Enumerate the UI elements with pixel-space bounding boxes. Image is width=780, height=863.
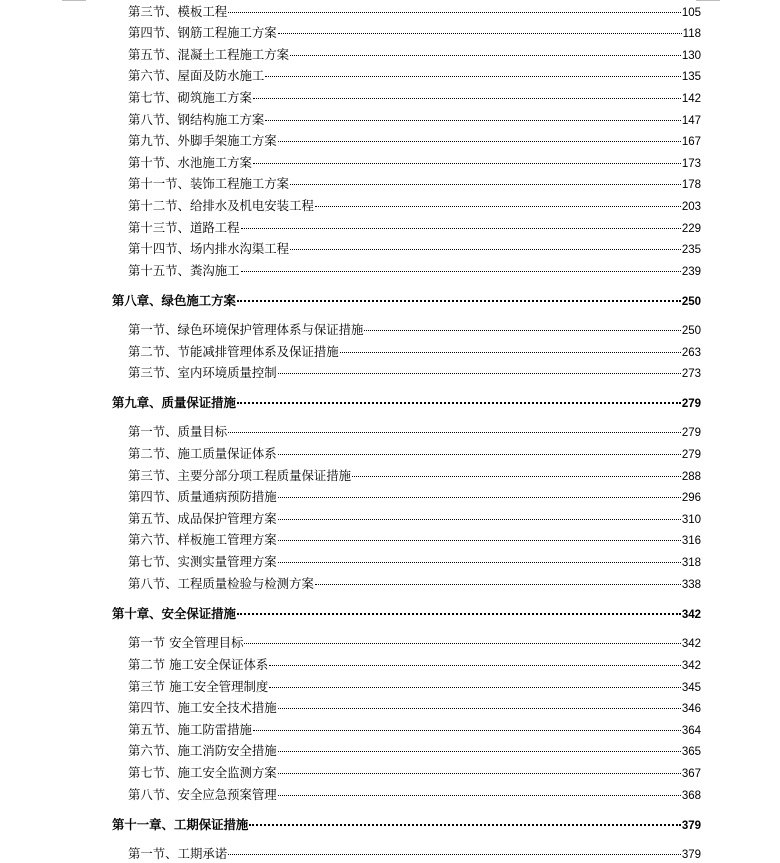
toc-page-number: 342 <box>681 609 701 621</box>
toc-section-entry[interactable] <box>128 487 701 505</box>
dot-leader <box>315 584 681 585</box>
toc-entry-title: 第九章、质量保证措施 <box>112 395 236 410</box>
dot-leader <box>278 795 681 796</box>
dot-leader <box>278 141 681 142</box>
toc-entry-title: 第十五节、粪沟施工 <box>128 263 240 278</box>
dot-leader <box>265 120 681 121</box>
dot-leader <box>352 476 681 477</box>
dot-leader <box>265 76 681 77</box>
dot-leader <box>278 373 681 374</box>
dot-leader <box>253 98 681 99</box>
page-corner-mark-left <box>62 0 86 1</box>
toc-entry-title: 第三节、室内环境质量控制 <box>128 365 277 380</box>
toc-entry-title: 第二节、节能减排管理体系及保证措施 <box>128 344 339 359</box>
toc-section-entry[interactable] <box>128 174 701 192</box>
toc-page-number: 279 <box>681 449 701 461</box>
toc-page-number: 318 <box>681 557 701 569</box>
toc-section-entry[interactable] <box>128 741 701 759</box>
page-corner-mark-right <box>696 0 720 1</box>
toc-chapter-entry[interactable] <box>112 815 701 833</box>
toc-entry-title: 第六节、屋面及防水施工 <box>128 68 265 83</box>
dot-leader <box>228 854 681 855</box>
dot-leader <box>278 562 681 563</box>
toc-page-number: 229 <box>681 223 701 235</box>
toc-section-entry[interactable] <box>128 633 701 651</box>
toc-entry-title: 第二节、施工质量保证体系 <box>128 446 277 461</box>
toc-chapter-entry[interactable] <box>112 291 701 309</box>
toc-entry-title: 第五节、成品保护管理方案 <box>128 511 277 526</box>
toc-page-number: 364 <box>681 725 701 737</box>
toc-section-entry[interactable] <box>128 110 701 128</box>
toc-entry-title: 第八章、绿色施工方案 <box>112 293 236 308</box>
toc-entry-title: 第五节、混凝土工程施工方案 <box>128 47 290 62</box>
toc-page-number: 203 <box>681 201 701 213</box>
toc-entry-title: 第十一章、工期保证措施 <box>112 817 249 832</box>
toc-page-number: 130 <box>681 50 701 62</box>
toc-section-entry[interactable] <box>128 698 701 716</box>
toc-page-number: 346 <box>681 703 701 715</box>
dot-leader <box>278 751 681 752</box>
toc-page-number: 379 <box>681 820 701 832</box>
toc-section-entry[interactable] <box>128 720 701 738</box>
toc-entry-title: 第二节 施工安全保证体系 <box>128 657 269 672</box>
dot-leader <box>290 55 681 56</box>
toc-entry-title: 第七节、施工安全监测方案 <box>128 765 277 780</box>
toc-entry-title: 第三节、模板工程 <box>128 4 228 19</box>
toc-section-entry[interactable] <box>128 153 701 171</box>
toc-page-number: 167 <box>681 136 701 148</box>
dot-leader <box>269 687 681 688</box>
toc-entry-title: 第八节、钢结构施工方案 <box>128 112 265 127</box>
dot-leader <box>278 497 681 498</box>
toc-section-entry[interactable] <box>128 131 701 149</box>
toc-entry-title: 第一节 安全管理目标 <box>128 635 244 650</box>
toc-section-entry[interactable] <box>128 785 701 803</box>
toc-entry-title: 第七节、实测实量管理方案 <box>128 554 277 569</box>
toc-page-number: 250 <box>681 296 701 308</box>
toc-entry-title: 第十四节、场内排水沟渠工程 <box>128 241 290 256</box>
toc-entry-title: 第十章、安全保证措施 <box>112 606 236 621</box>
toc-entry-title: 第三节、主要分部分项工程质量保证措施 <box>128 468 352 483</box>
toc-chapter-entry[interactable] <box>112 604 701 622</box>
toc-entry-title: 第三节 施工安全管理制度 <box>128 679 269 694</box>
dot-leader <box>253 730 681 731</box>
dot-leader <box>278 33 682 34</box>
toc-section-entry[interactable] <box>128 196 701 214</box>
toc-entry-title: 第一节、质量目标 <box>128 424 228 439</box>
dot-leader <box>237 300 681 302</box>
toc-page-number: 368 <box>681 790 701 802</box>
toc-chapter-entry[interactable] <box>112 393 701 411</box>
toc-entry-title: 第七节、砌筑施工方案 <box>128 90 252 105</box>
toc-section-entry[interactable] <box>128 66 701 84</box>
toc-section-entry[interactable] <box>128 218 701 236</box>
toc-section-entry[interactable] <box>128 466 701 484</box>
toc-entry-title: 第四节、质量通病预防措施 <box>128 489 277 504</box>
toc-section-entry[interactable] <box>128 363 701 381</box>
toc-section-entry[interactable] <box>128 261 701 279</box>
dot-leader <box>315 206 681 207</box>
toc-page-number: 142 <box>681 93 701 105</box>
toc-section-entry[interactable] <box>128 239 701 257</box>
toc-page-number: 250 <box>681 325 701 337</box>
toc-entry-title: 第一节、工期承诺 <box>128 846 228 861</box>
toc-entry-title: 第十三节、道路工程 <box>128 220 240 235</box>
toc-page-number: 365 <box>681 746 701 758</box>
toc-entry-title: 第四节、钢筋工程施工方案 <box>128 25 277 40</box>
toc-section-entry[interactable] <box>128 88 701 106</box>
toc-entry-title: 第六节、施工消防安全措施 <box>128 743 277 758</box>
toc-entry-title: 第四节、施工安全技术措施 <box>128 700 277 715</box>
toc-page-number: 263 <box>681 347 701 359</box>
toc-entry-title: 第十二节、给排水及机电安装工程 <box>128 198 314 213</box>
toc-page-number: 310 <box>681 514 701 526</box>
toc-section-entry[interactable] <box>128 655 701 673</box>
toc-entry-title: 第九节、外脚手架施工方案 <box>128 133 277 148</box>
toc-page-number: 105 <box>681 7 701 19</box>
toc-page-number: 342 <box>681 660 701 672</box>
toc-entry-title: 第十一节、装饰工程施工方案 <box>128 176 290 191</box>
toc-section-entry[interactable] <box>128 320 701 338</box>
toc-page-number: 239 <box>681 266 701 278</box>
toc-entry-title: 第八节、工程质量检验与检测方案 <box>128 576 314 591</box>
toc-page-number: 279 <box>681 427 701 439</box>
toc-page-number: 379 <box>681 849 701 861</box>
toc-page-number: 288 <box>681 471 701 483</box>
toc-section-entry[interactable] <box>128 844 701 862</box>
dot-leader <box>278 773 681 774</box>
toc-section-entry[interactable] <box>128 23 701 41</box>
toc-page-number: 367 <box>681 768 701 780</box>
toc-page-number: 135 <box>681 71 701 83</box>
toc-section-entry[interactable] <box>128 342 701 360</box>
toc-section-entry[interactable] <box>128 574 701 592</box>
toc-page-number: 273 <box>681 368 701 380</box>
toc-page-number: 316 <box>681 535 701 547</box>
toc-page-number: 296 <box>681 492 701 504</box>
toc-page-number: 173 <box>681 158 701 170</box>
toc-section-entry[interactable] <box>128 509 701 527</box>
dot-leader <box>364 330 680 331</box>
toc-section-entry[interactable] <box>128 422 701 440</box>
toc-section-entry[interactable] <box>128 45 701 63</box>
dot-leader <box>290 184 681 185</box>
dot-leader <box>253 163 681 164</box>
toc-entry-title: 第一节、绿色环境保护管理体系与保证措施 <box>128 322 364 337</box>
toc-section-entry[interactable] <box>128 530 701 548</box>
toc-entry-title: 第八节、安全应急预案管理 <box>128 787 277 802</box>
toc-section-entry[interactable] <box>128 2 701 20</box>
dot-leader <box>244 643 680 644</box>
toc-page-number: 338 <box>681 579 701 591</box>
toc-entry-title: 第五节、施工防雷措施 <box>128 722 252 737</box>
dot-leader <box>237 613 681 615</box>
dot-leader <box>228 432 681 433</box>
dot-leader <box>278 454 681 455</box>
dot-leader <box>241 271 681 272</box>
toc-page-number: 279 <box>681 398 701 410</box>
dot-leader <box>269 665 681 666</box>
toc-section-entry[interactable] <box>128 444 701 462</box>
toc-page-number: 345 <box>681 682 701 694</box>
dot-leader <box>241 228 681 229</box>
dot-leader <box>290 249 681 250</box>
dot-leader <box>237 402 681 404</box>
dot-leader <box>278 519 681 520</box>
toc-page-number: 178 <box>681 179 701 191</box>
dot-leader <box>249 824 681 826</box>
toc-page-number: 342 <box>681 638 701 650</box>
toc-section-entry[interactable] <box>128 677 701 695</box>
toc-section-entry[interactable] <box>128 552 701 570</box>
toc-entry-title: 第十节、水池施工方案 <box>128 155 252 170</box>
toc-entry-title: 第六节、样板施工管理方案 <box>128 532 277 547</box>
toc-page-number: 235 <box>681 244 701 256</box>
dot-leader <box>228 12 681 13</box>
dot-leader <box>278 540 681 541</box>
toc-section-entry[interactable] <box>128 763 701 781</box>
toc-page-number: 147 <box>681 115 701 127</box>
dot-leader <box>340 352 681 353</box>
toc-page-number: 118 <box>682 28 701 40</box>
dot-leader <box>278 708 681 709</box>
